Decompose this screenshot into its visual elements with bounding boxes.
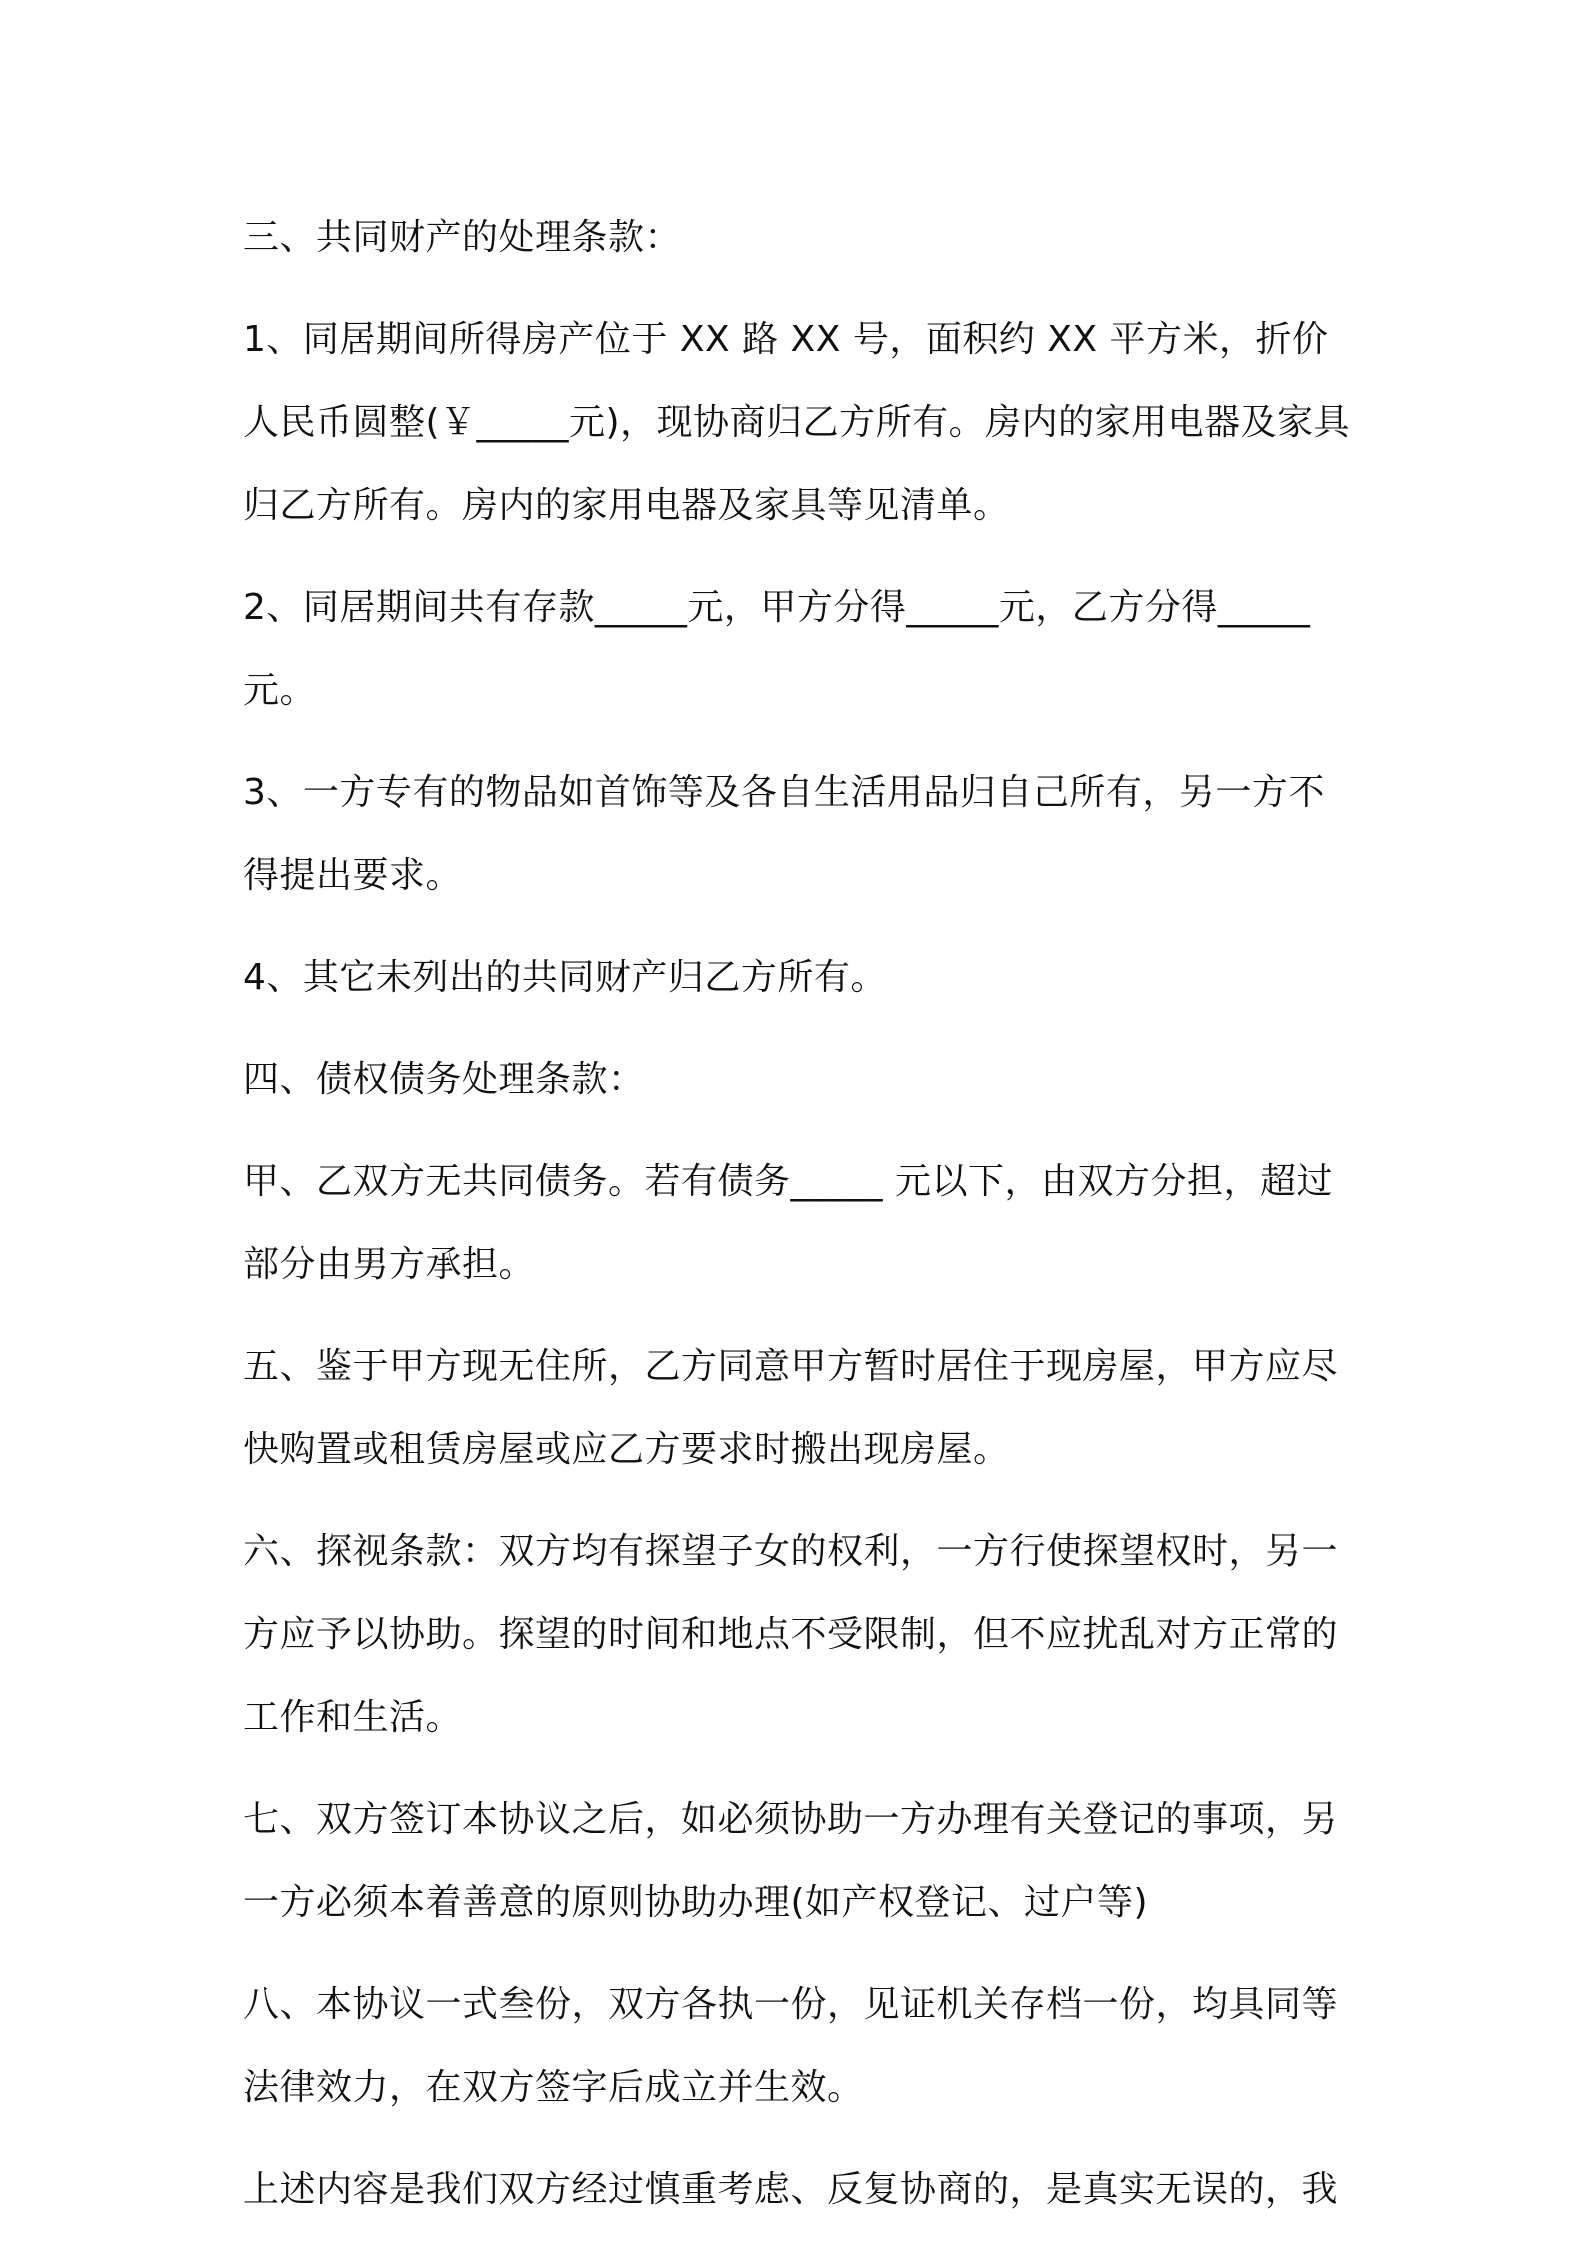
section-5-residence: 五、鉴于甲方现无住所，乙方同意甲方暂时居住于现房屋，甲方应尽快购置或租赁房屋或应乙方要求时搬出现房屋。 <box>243 1346 1339 1470</box>
document-body <box>243 196 1353 2250</box>
clause-4-debts: 甲、乙双方无共同债务。若有债务_____ 元以下，由双方分担，超过部分由男方承担。 <box>243 1161 1333 1285</box>
clause-3-3-personal-items: 3、一方专有的物品如首饰等及各自生活用品归自己所有，另一方不得提出要求。 <box>243 772 1325 896</box>
closing-statement: 上述内容是我们双方经过慎重考虑、反复协商的，是真实无误的，我 <box>243 2169 1339 2210</box>
section-7-registration: 七、双方签订本协议之后，如必须协助一方办理有关登记的事项，另一方必须本着善意的原则协助办理(如产权登记、过户等) <box>243 1799 1339 1923</box>
section-3-heading: 三、共同财产的处理条款： <box>243 217 682 258</box>
clause-3-1-property: 1、同居期间所得房产位于 XX 路 XX 号，面积约 XX 平方米，折价人民币圆整(￥_____元)，现协商归乙方所有。房内的家用电器及家具归乙方所有。房内的家用电器及家具等见清单。 <box>243 319 1351 526</box>
section-6-visitation: 六、探视条款：双方均有探望子女的权利，一方行使探望权时，另一方应予以协助。探望的时间和地点不受限制，但不应扰乱对方正常的工作和生活。 <box>243 1531 1339 1738</box>
section-8-copies: 八、本协议一式叁份，双方各执一份，见证机关存档一份，均具同等法律效力，在双方签字后成立并生效。 <box>243 1984 1339 2108</box>
clause-3-4-other-property: 4、其它未列出的共同财产归乙方所有。 <box>243 957 887 998</box>
section-4-heading: 四、债权债务处理条款： <box>243 1059 645 1100</box>
clause-3-2-savings: 2、同居期间共有存款_____元，甲方分得_____元，乙方分得_____元。 <box>243 587 1311 711</box>
